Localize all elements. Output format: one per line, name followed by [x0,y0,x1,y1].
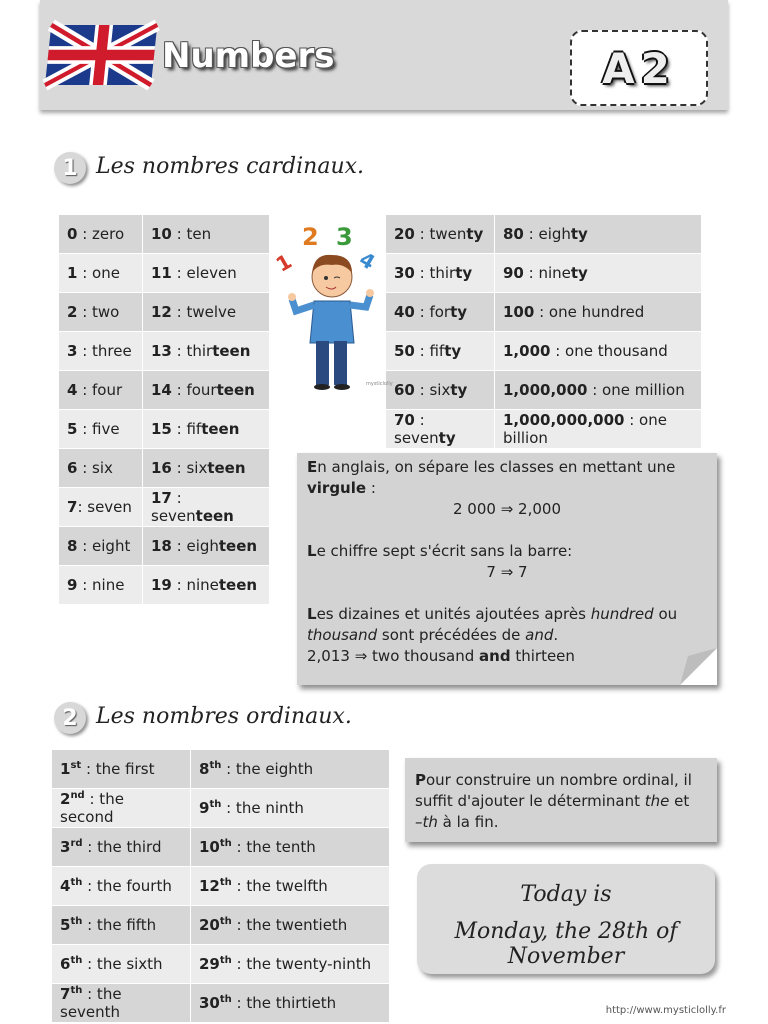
table-row [52,750,390,789]
number-cell: 7: seven [59,488,143,527]
boy-illustration [271,215,393,400]
number-cell: 18 : eighteen [143,527,270,566]
number-cell: 90 : ninety [495,254,702,293]
number-cell: 2 : two [59,293,143,332]
example-comma: 2 000 ⇒ 2,000 [453,500,561,518]
number-cell: 6 : six [59,449,143,488]
number-cell: 14 : fourteen [143,371,270,410]
number-cell: 1st : the first [52,750,191,789]
table-row [59,371,270,410]
number-cell: 1,000 : one thousand [495,332,702,371]
number-cell: 9 : nine [59,566,143,605]
number-cell: 20 : twenty [386,215,495,254]
number-cell: 29th : the twenty-ninth [191,945,390,984]
number-cell: 70 : seventy [386,410,495,449]
number-cell: 1,000,000 : one million [495,371,702,410]
digit-4: 4 [355,246,380,275]
number-cell: 60 : sixty [386,371,495,410]
section-2-title: Les nombres ordinaux. [96,704,352,729]
number-cell: 10 : ten [143,215,270,254]
number-cell: 9th : the ninth [191,789,390,828]
table-row [386,332,702,371]
level-badge: A2 [570,30,708,106]
table-row [386,215,702,254]
table-row [59,332,270,371]
today-label: Today is [520,882,612,907]
table-row [386,293,702,332]
table-row [59,410,270,449]
number-cell: 6th : the sixth [52,945,191,984]
number-cell: 0 : zero [59,215,143,254]
number-cell: 13 : thirteen [143,332,270,371]
number-cell: 5 : five [59,410,143,449]
number-cell: 80 : eighty [495,215,702,254]
section-2-number: 2 [54,702,86,734]
number-cell: 30th : the thirtieth [191,984,390,1023]
number-cell: 8 : eight [59,527,143,566]
table-row [59,566,270,605]
table-row [59,215,270,254]
cardinals-table-left [59,215,270,605]
number-cell: 19 : nineteen [143,566,270,605]
table-row [59,488,270,527]
number-cell: 10th : the tenth [191,828,390,867]
number-cell: 11 : eleven [143,254,270,293]
number-cell: 12 : twelve [143,293,270,332]
number-cell: 15 : fifteen [143,410,270,449]
today-date: Monday, the 28th of November [454,919,678,969]
section-1-title: Les nombres cardinaux. [96,154,365,179]
example-seven: 7 ⇒ 7 [486,563,528,581]
digit-2: 2 [302,223,319,251]
number-cell: 2nd : the second [52,789,191,828]
table-row [52,906,390,945]
table-row [52,984,390,1023]
digit-3: 3 [336,223,353,251]
table-row [59,254,270,293]
section-1-number: 1 [54,152,86,184]
number-cell: 12th : the twelfth [191,867,390,906]
note-ordinal: Pour construire un nombre ordinal, il suffit d'ajouter le déterminant the et –th à la fin. [405,758,717,842]
number-cell: 4th : the fourth [52,867,191,906]
table-row [386,410,702,449]
number-cell: 3rd : the third [52,828,191,867]
footer-url: http://www.mysticlolly.fr [605,1005,726,1016]
table-row [59,293,270,332]
page-curl-icon [680,648,717,685]
number-cell: 30 : thirty [386,254,495,293]
number-cell: 7th : the seventh [52,984,191,1023]
illustration-signature: mysticlolly [366,381,393,387]
cardinals-table-right [386,215,702,449]
number-cell: 3 : three [59,332,143,371]
today-date-box [417,864,715,974]
table-row [386,371,702,410]
table-row [59,449,270,488]
number-cell: 1,000,000,000 : one billion [495,410,702,449]
number-cell: 4 : four [59,371,143,410]
table-row [59,527,270,566]
number-cell: 40 : forty [386,293,495,332]
number-cell: 50 : fifty [386,332,495,371]
ordinals-table [52,750,390,1023]
table-row [386,254,702,293]
table-row [52,828,390,867]
number-cell: 20th : the twentieth [191,906,390,945]
uk-flag-icon [46,24,152,86]
digit-1: 1 [271,248,296,277]
page-title: Numbers [162,36,335,76]
note-classes: En anglais, on sépare les classes en mettant une virgule : 2 000 ⇒ 2,000 Le chiffre sept s'écrit sans la barre: 7 ⇒ 7 Les dizaines et unités ajoutées après hundred ou thousand sont précédées de and. 2,013 ⇒ two thousand and thirteen [297,453,717,685]
number-cell: 5th : the fifth [52,906,191,945]
number-cell: 100 : one hundred [495,293,702,332]
number-cell: 8th : the eighth [191,750,390,789]
table-row [52,945,390,984]
number-cell: 1 : one [59,254,143,293]
table-row [52,789,390,828]
number-cell: 16 : sixteen [143,449,270,488]
number-cell: 17 : seventeen [143,488,270,527]
table-row [52,867,390,906]
